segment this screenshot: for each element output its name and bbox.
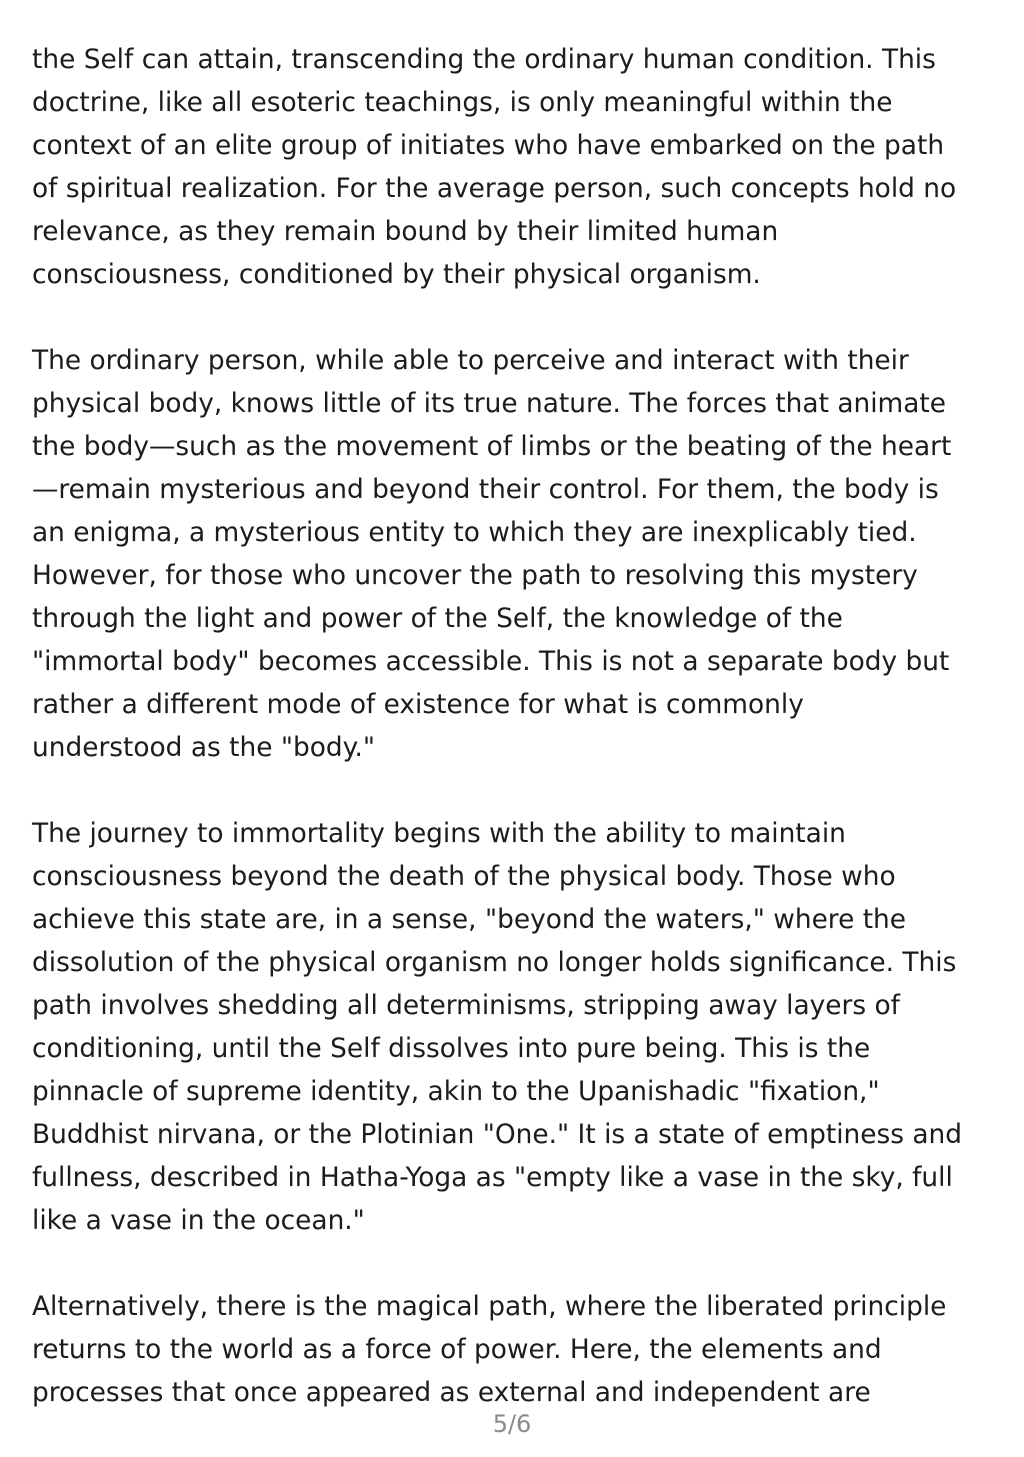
text-line: an enigma, a mysterious entity to which they are inexplicably tied. bbox=[32, 517, 917, 548]
text-line: doctrine, like all esoteric teachings, is only meaningful within the bbox=[32, 87, 893, 118]
text-line: the body—such as the movement of limbs or the beating of the heart bbox=[32, 431, 952, 462]
paragraph-3 bbox=[32, 812, 997, 1242]
text-line: Buddhist nirvana, or the Plotinian "One." It is a state of emptiness and bbox=[32, 1119, 963, 1150]
text-line: path involves shedding all determinisms, stripping away layers of bbox=[32, 990, 900, 1021]
text-line: physical body, knows little of its true nature. The forces that animate bbox=[32, 388, 947, 419]
text-line: returns to the world as a force of power. Here, the elements and bbox=[32, 1334, 882, 1365]
text-line: —remain mysterious and beyond their control. For them, the body is bbox=[32, 474, 939, 505]
text-line: processes that once appeared as external and independent are bbox=[32, 1377, 871, 1408]
text-line: relevance, as they remain bound by their limited human bbox=[32, 216, 779, 247]
text-line: understood as the "body." bbox=[32, 732, 375, 763]
text-line: dissolution of the physical organism no longer holds significance. This bbox=[32, 947, 957, 978]
text-line: through the light and power of the Self, the knowledge of the bbox=[32, 603, 843, 634]
text-line: conditioning, until the Self dissolves into pure being. This is the bbox=[32, 1033, 871, 1064]
text-line: achieve this state are, in a sense, "beyond the waters," where the bbox=[32, 904, 907, 935]
text-line: like a vase in the ocean." bbox=[32, 1205, 365, 1236]
paragraph-4 bbox=[32, 1285, 997, 1414]
text-line: The journey to immortality begins with the ability to maintain bbox=[32, 818, 846, 849]
text-line: However, for those who uncover the path to resolving this mystery bbox=[32, 560, 918, 591]
text-line: rather a different mode of existence for what is commonly bbox=[32, 689, 804, 720]
text-line: pinnacle of supreme identity, akin to the Upanishadic "fixation," bbox=[32, 1076, 880, 1107]
text-line: consciousness, conditioned by their physical organism. bbox=[32, 259, 761, 290]
text-line: of spiritual realization. For the average person, such concepts hold no bbox=[32, 173, 957, 204]
page-text bbox=[32, 38, 997, 1457]
text-line: fullness, described in Hatha-Yoga as "empty like a vase in the sky, full bbox=[32, 1162, 953, 1193]
page-indicator: 5/6 bbox=[492, 1410, 532, 1438]
text-line: The ordinary person, while able to perceive and interact with their bbox=[32, 345, 909, 376]
text-line: Alternatively, there is the magical path, where the liberated principle bbox=[32, 1291, 947, 1322]
text-line: "immortal body" becomes accessible. This is not a separate body but bbox=[32, 646, 950, 677]
text-line: the Self can attain, transcending the ordinary human condition. This bbox=[32, 44, 936, 75]
text-line: consciousness beyond the death of the physical body. Those who bbox=[32, 861, 896, 892]
paragraph-1 bbox=[32, 38, 997, 296]
text-line: context of an elite group of initiates who have embarked on the path bbox=[32, 130, 945, 161]
paragraph-2 bbox=[32, 339, 997, 769]
